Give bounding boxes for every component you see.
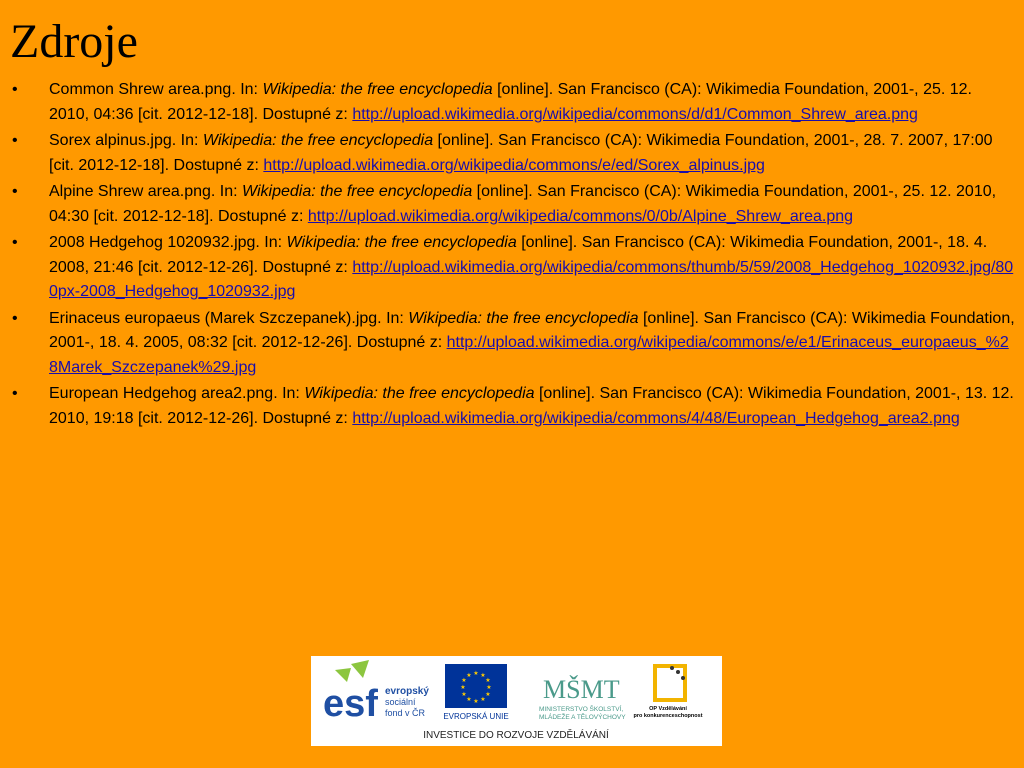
reference-list [10,78,1015,433]
list-item [10,307,1015,381]
svg-text:★: ★ [461,691,467,698]
bullet-icon: • [12,385,18,402]
reference-link[interactable]: http://upload.wikimedia.org/wikipedia/commons/e/ed/Sorex_alpinus.jpg [263,156,765,174]
reference-text: [online]. San Francisco (CA): Wikimedia Foundation, 2001-, 18. 4. 2008, 21:46 [cit. 2012-12-26]. Dostupné z: [49,234,988,276]
reference-link[interactable]: http://upload.wikimedia.org/wikipedia/commons/4/48/European_Hedgehog_area2.png [352,409,960,427]
funding-logo-bar [311,656,722,746]
svg-text:★: ★ [485,691,491,698]
bullet-icon: • [12,309,18,327]
svg-text:★: ★ [480,672,486,679]
esf-text-2: sociální [385,697,416,707]
list-item [10,180,1015,229]
funding-tagline: INVESTICE DO ROZVOJE VZDĚLÁVÁNÍ [423,730,609,741]
esf-text-3: fond v ČR [385,708,426,718]
op-frame-icon [655,666,685,700]
reference-link[interactable]: http://upload.wikimedia.org/wikipedia/commons/thumb/5/59/2008_Hedgehog_1020932.jpg/800px-2008_Hedgehog_1020932.jpg [49,258,1014,300]
svg-text:★: ★ [473,670,479,677]
op-text-1: OP Vzdělávání [649,706,687,712]
reference-text: 2008 Hedgehog 1020932.jpg. In: [49,234,287,251]
op-dot-icon [681,676,685,680]
reference-text: Alpine Shrew area.png. In: [49,183,243,200]
list-item [10,129,1015,178]
reference-source: Wikipedia: the free encyclopedia [304,385,535,402]
reference-text: European Hedgehog area2.png. In: [49,385,305,402]
reference-source: Wikipedia: the free encyclopedia [202,132,434,149]
bullet-icon: • [12,132,18,149]
reference-text: Erinaceus europaeus (Marek Szczepanek).jpg. In: [49,309,409,327]
svg-text:★: ★ [460,684,466,691]
reference-text: Common Shrew area.png. In: [49,81,263,98]
esf-mark: esf [323,683,378,725]
esf-green-shape-icon [335,668,351,682]
eu-caption: EVROPSKÁ UNIE [443,712,509,721]
reference-text: [online]. San Francisco (CA): Wikimedia Foundation, 2001-, 25. 12. 2010, 04:30 [cit. 2012-12-18]. Dostupné z: [49,183,997,225]
bullet-icon: • [12,183,18,200]
msmt-logo [539,675,626,721]
eu-logo [443,664,508,721]
esf-text-1: evropský [385,686,429,697]
page-title: Zdroje [10,15,138,68]
svg-text:★: ★ [480,696,486,703]
svg-text:★: ★ [466,672,472,679]
reference-source: Wikipedia: the free encyclopedia [286,234,517,251]
op-text-2: pro konkurenceschopnost [633,713,703,719]
svg-text:★: ★ [473,698,479,705]
reference-link[interactable]: http://upload.wikimedia.org/wikipedia/commons/0/0b/Alpine_Shrew_area.png [307,207,854,225]
reference-text: [online]. San Francisco (CA): Wikimedia Foundation, 2001-, 18. 4. 2005, 08:32 [cit. 2012-12-26]. Dostupné z: [49,309,1015,351]
reference-text: [online]. San Francisco (CA): Wikimedia Foundation, 2001-, 28. 7. 2007, 17:00 [cit. 2012-12-18]. Dostupné z: [49,132,993,174]
reference-text: Sorex alpinus.jpg. In: [49,132,203,149]
msmt-text-1: MINISTERSTVO ŠKOLSTVÍ, [539,706,624,713]
op-dot-icon [670,666,674,670]
reference-text: [online]. San Francisco (CA): Wikimedia Foundation, 2001-, 25. 12. 2010, 04:36 [cit. 2012-12-18]. Dostupné z: [49,81,972,123]
bullet-icon: • [12,234,18,251]
reference-source: Wikipedia: the free encyclopedia [242,183,473,200]
svg-text:★: ★ [485,677,491,684]
list-item [10,231,1015,305]
reference-link[interactable]: http://upload.wikimedia.org/wikipedia/commons/d/d1/Common_Shrew_area.png [352,105,918,123]
funding-logos-graphic [311,656,722,746]
bullet-icon: • [12,81,18,98]
esf-logo [323,660,429,725]
svg-text:★: ★ [466,696,472,703]
esf-green-shape-icon [351,660,369,678]
list-item [10,382,1015,431]
reference-source: Wikipedia: the free encyclopedia [262,81,493,98]
op-dot-icon [676,670,680,674]
msmt-mark: MŠMT [543,675,620,704]
op-logo [633,666,702,719]
msmt-text-2: MLÁDEŽE A TĚLOVÝCHOVY [539,714,626,721]
reference-text: [online]. San Francisco (CA): Wikimedia Foundation, 2001-, 13. 12. 2010, 19:18 [cit. 2012-12-26]. Dostupné z: [49,385,1014,427]
svg-text:★: ★ [461,677,467,684]
svg-text:★: ★ [486,684,492,691]
reference-source: Wikipedia: the free encyclopedia [408,309,639,327]
list-item [10,78,1015,127]
reference-link[interactable]: http://upload.wikimedia.org/wikipedia/commons/e/e1/Erinaceus_europaeus_%28Marek_Szczepanek%29.jpg [49,334,1009,376]
